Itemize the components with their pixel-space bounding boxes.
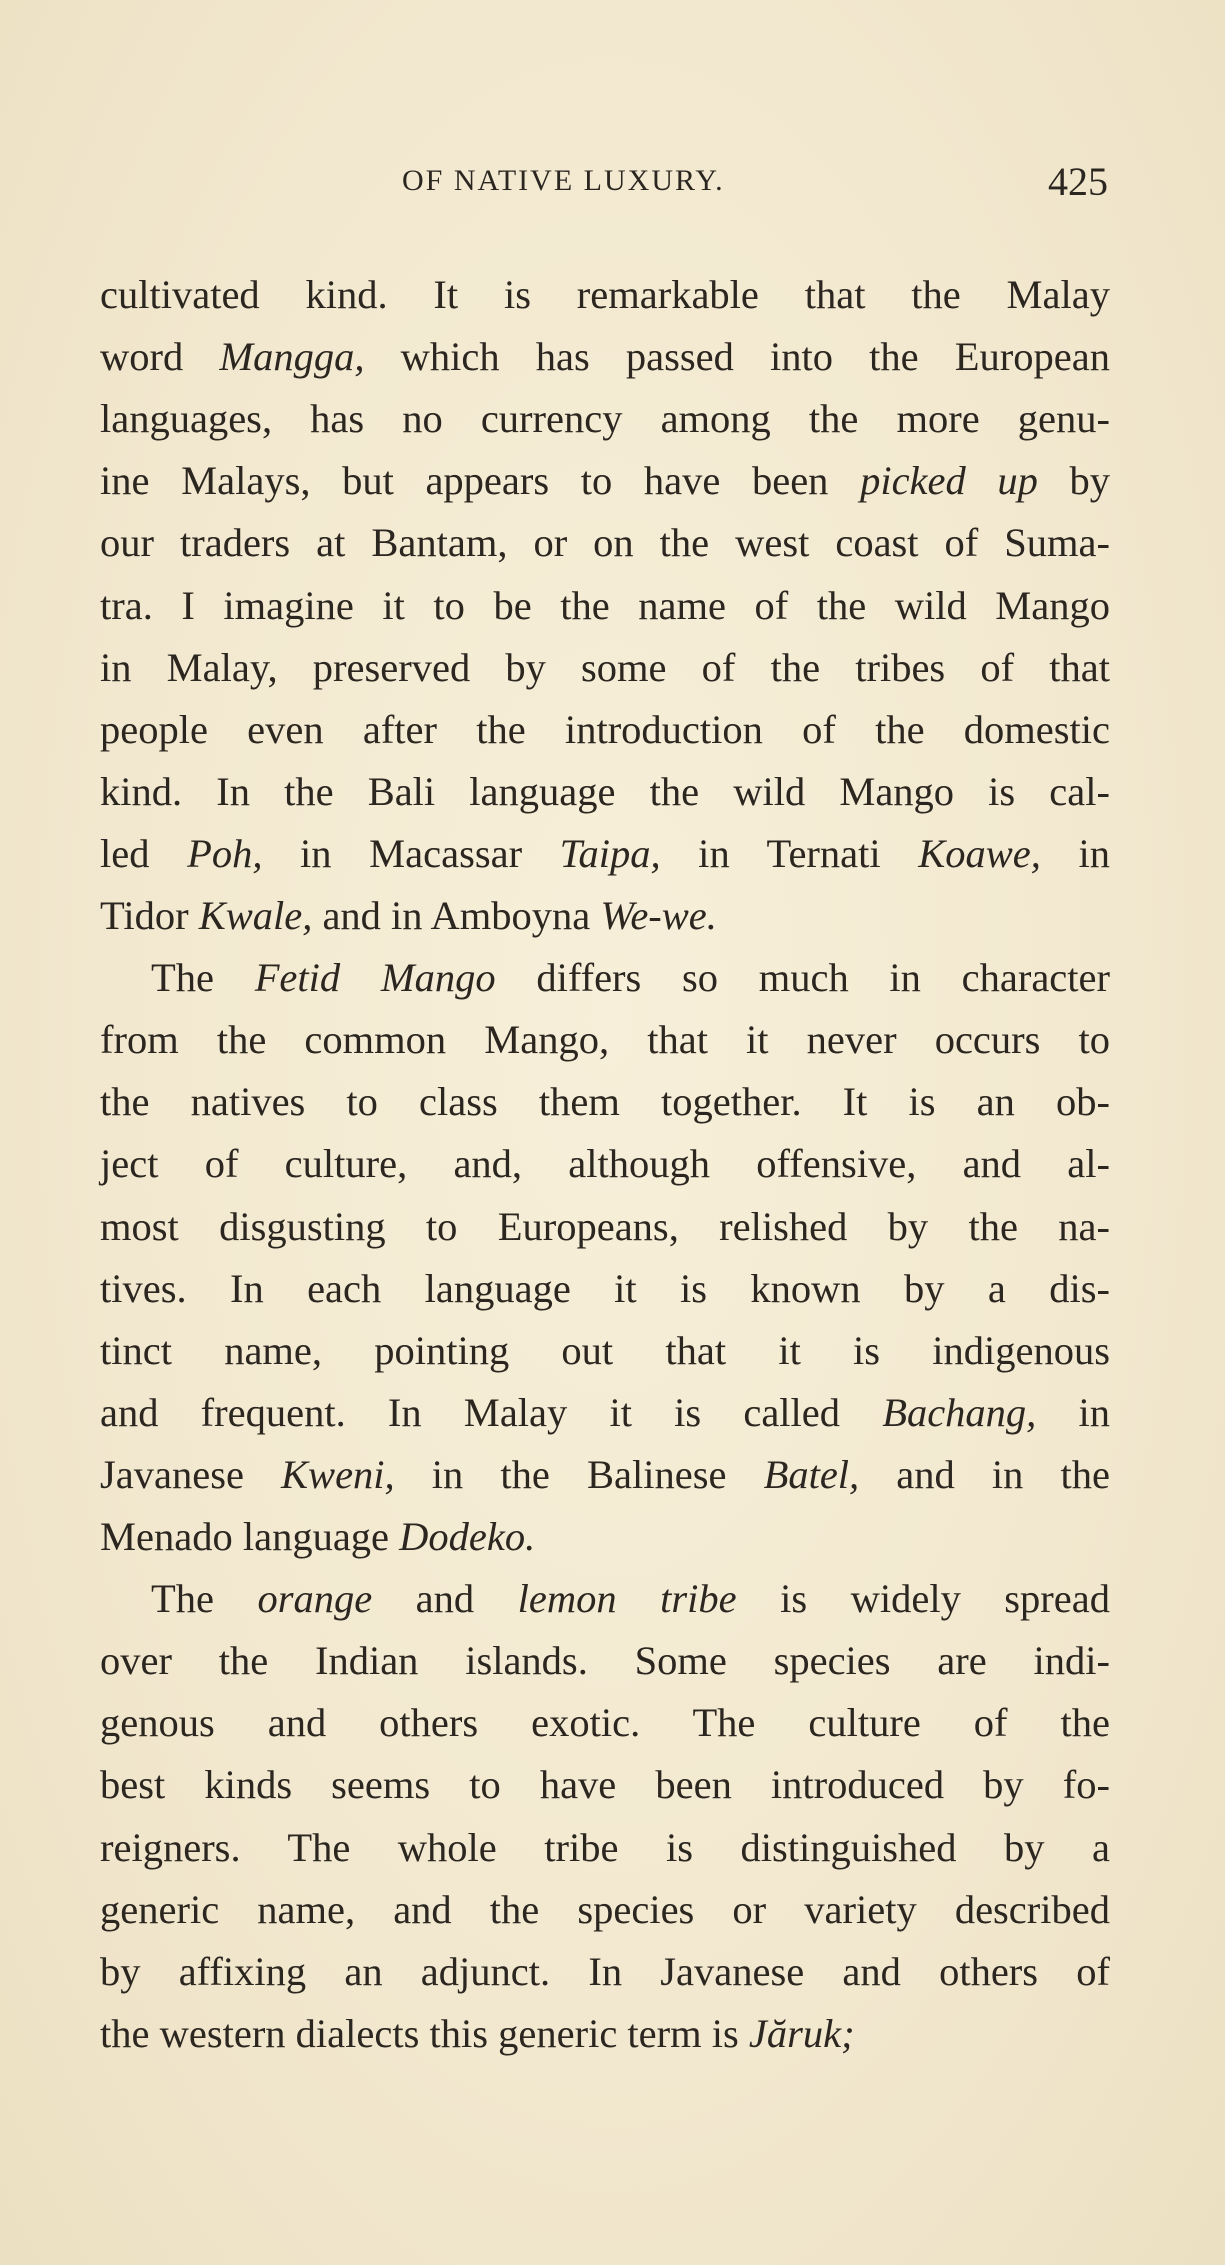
text-segment: kind. In the Bali language the wild Mango is cal- bbox=[100, 769, 1110, 814]
text-segment: best kinds seems to have been introduced by fo- bbox=[100, 1762, 1110, 1807]
text-line bbox=[100, 2003, 1110, 2065]
text-segment: The bbox=[151, 955, 255, 1000]
text-segment: and in the bbox=[859, 1452, 1110, 1497]
text-segment: ine Malays, but appears to have been bbox=[100, 458, 861, 503]
text-line bbox=[100, 1817, 1110, 1879]
text-segment: cultivated kind. It is remarkable that the Malay bbox=[100, 272, 1110, 317]
text-line bbox=[100, 1382, 1110, 1444]
text-segment: word bbox=[100, 334, 220, 379]
text-segment: people even after the introduction of the domestic bbox=[100, 707, 1110, 752]
text-segment: over the Indian islands. Some species are indi- bbox=[100, 1638, 1110, 1683]
text-segment: and in Amboyna bbox=[312, 893, 601, 938]
italic-term: Dodeko. bbox=[399, 1514, 536, 1559]
text-line bbox=[100, 450, 1110, 512]
text-line bbox=[151, 947, 1110, 1009]
italic-term: Fetid Mango bbox=[254, 955, 496, 1000]
text-line bbox=[100, 1009, 1110, 1071]
text-segment: and frequent. In Malay it is called bbox=[100, 1390, 883, 1435]
text-segment: most disgusting to Europeans, relished by the na- bbox=[100, 1204, 1110, 1249]
italic-term: Kwale, bbox=[198, 893, 313, 938]
text-line bbox=[151, 1568, 1110, 1630]
text-segment: in bbox=[1040, 831, 1110, 876]
text-segment: tra. I imagine it to be the name of the wild Mango bbox=[100, 583, 1110, 628]
italic-term: Taipa, bbox=[559, 831, 661, 876]
text-segment: Menado language bbox=[100, 1514, 400, 1559]
text-segment: our traders at Bantam, or on the west coast of Suma- bbox=[100, 520, 1110, 565]
text-line bbox=[100, 326, 1110, 388]
italic-term: Batel, bbox=[763, 1452, 860, 1497]
text-segment: in Malay, preserved by some of the tribes of that bbox=[100, 645, 1110, 690]
text-line bbox=[100, 1692, 1110, 1754]
text-segment: by affixing an adjunct. In Javanese and others of bbox=[100, 1949, 1110, 1994]
italic-term: Mangga, bbox=[219, 334, 365, 379]
text-segment: languages, has no currency among the more genu- bbox=[100, 396, 1110, 441]
text-segment: in bbox=[1036, 1390, 1110, 1435]
text-line bbox=[100, 1196, 1110, 1258]
text-line bbox=[100, 699, 1110, 761]
text-segment: Javanese bbox=[100, 1452, 282, 1497]
text-segment: is widely spread bbox=[736, 1576, 1110, 1621]
text-segment: which has passed into the European bbox=[364, 334, 1110, 379]
text-line bbox=[100, 637, 1110, 699]
text-line bbox=[100, 575, 1110, 637]
text-line bbox=[100, 885, 1110, 947]
italic-term: We-we. bbox=[600, 893, 717, 938]
text-segment: The bbox=[151, 1576, 258, 1621]
text-line bbox=[100, 388, 1110, 450]
italic-term: Koawe, bbox=[918, 831, 1041, 876]
text-segment: by bbox=[1037, 458, 1111, 503]
text-segment: and bbox=[372, 1576, 518, 1621]
italic-term: Kweni, bbox=[281, 1452, 395, 1497]
text-segment: in the Balinese bbox=[394, 1452, 764, 1497]
text-segment: the western dialects this generic term is bbox=[100, 2011, 749, 2056]
italic-term: picked up bbox=[860, 458, 1038, 503]
text-line bbox=[100, 1444, 1110, 1506]
italic-term: Bachang, bbox=[882, 1390, 1037, 1435]
text-line bbox=[100, 1320, 1110, 1382]
text-line bbox=[100, 1258, 1110, 1320]
text-line bbox=[100, 1630, 1110, 1692]
italic-term: Poh, bbox=[187, 831, 263, 876]
text-segment: Tidor bbox=[100, 893, 199, 938]
running-head bbox=[0, 158, 1225, 208]
text-line bbox=[100, 1133, 1110, 1195]
text-segment: generic name, and the species or variety described bbox=[100, 1887, 1110, 1932]
text-line bbox=[100, 823, 1110, 885]
italic-term: orange bbox=[257, 1576, 373, 1621]
text-line bbox=[100, 761, 1110, 823]
text-line bbox=[100, 1506, 1110, 1568]
page-number: 425 bbox=[1048, 159, 1108, 204]
text-segment: from the common Mango, that it never occurs to bbox=[100, 1017, 1110, 1062]
text-segment: in Macassar bbox=[262, 831, 560, 876]
text-segment: led bbox=[100, 831, 188, 876]
italic-term: lemon tribe bbox=[517, 1576, 737, 1621]
running-title: OF NATIVE LUXURY. bbox=[402, 164, 725, 197]
text-line bbox=[100, 264, 1110, 326]
text-segment: tinct name, pointing out that it is indigenous bbox=[100, 1328, 1110, 1373]
text-line bbox=[100, 1879, 1110, 1941]
text-line bbox=[100, 1071, 1110, 1133]
text-segment: tives. In each language it is known by a dis- bbox=[100, 1266, 1110, 1311]
text-segment: genous and others exotic. The culture of the bbox=[100, 1700, 1110, 1745]
text-segment: reigners. The whole tribe is distinguished by a bbox=[100, 1825, 1110, 1870]
text-line bbox=[100, 1941, 1110, 2003]
text-segment: in Ternati bbox=[660, 831, 919, 876]
italic-term: Jăruk; bbox=[748, 2011, 855, 2056]
text-segment: differs so much in character bbox=[495, 955, 1110, 1000]
text-line bbox=[100, 512, 1110, 574]
text-segment: the natives to class them together. It is an ob- bbox=[100, 1079, 1110, 1124]
text-segment: ject of culture, and, although offensive, and al- bbox=[100, 1141, 1110, 1186]
text-line bbox=[100, 1754, 1110, 1816]
